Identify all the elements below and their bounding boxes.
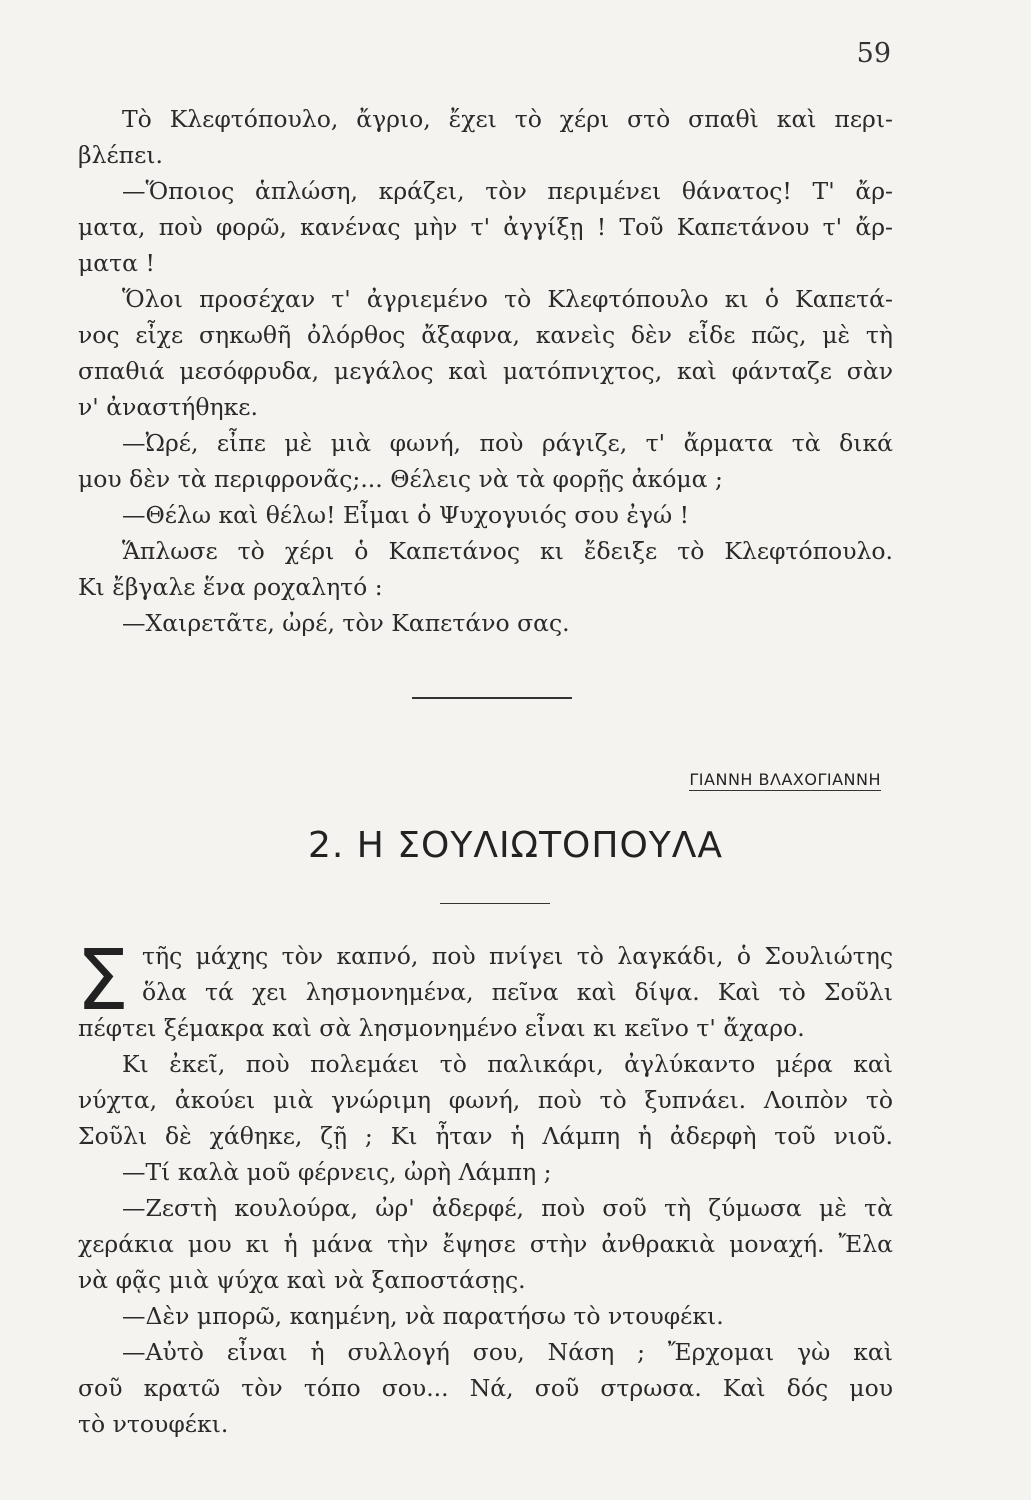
text-line: πέφτει ξέμακρα καὶ σὰ λησμονημένο εἶναι κι κεῖνο τ' ἄχαρο. bbox=[78, 1014, 805, 1042]
text-line: τὸ ντουφέκι. bbox=[78, 1410, 229, 1438]
text-line: Ἅπλωσε τὸ χέρι ὁ Καπετάνος κι ἔδειξε τὸ Κλεφτόπουλο. bbox=[122, 537, 893, 565]
drop-cap: Σ bbox=[76, 931, 130, 1029]
text-line: —Αὐτὸ εἶναι ἡ συλλογή σου, Νάση ; Ἔρχομαι γὼ καὶ bbox=[122, 1338, 893, 1366]
lower-story bbox=[76, 931, 893, 1442]
text-line: βλέπει. bbox=[78, 141, 163, 169]
text-line: ν' ἀναστήθηκε. bbox=[78, 393, 258, 421]
author-name: ΓΙΑΝΝΗ ΒΛΑΧΟΓΙΑΝΝΗ bbox=[689, 770, 881, 789]
text-line: σοῦ κρατῶ τὸν τόπο σου... Νά, σοῦ στρωσα. Καὶ δός μου bbox=[78, 1374, 893, 1402]
text-line: σπαθιά μεσόφρυδα, μεγάλος καὶ ματόπνιχτος, καὶ φάνταζε σὰν bbox=[78, 357, 893, 385]
text-line: Τὸ Κλεφτόπουλο, ἄγριο, ἔχει τὸ χέρι στὸ σπαθὶ καὶ περι- bbox=[122, 105, 893, 133]
page-number: 59 bbox=[856, 38, 891, 69]
text-line: νὰ φᾷς μιὰ ψύχα καὶ νὰ ξαποστάσῃς. bbox=[78, 1266, 526, 1294]
upper-story bbox=[78, 101, 893, 641]
text-line: χεράκια μου κι ἡ μάνα τὴν ἔψησε στὴν ἀνθρακιὰ μοναχή. Ἔλα bbox=[78, 1230, 893, 1258]
text-line: ὅλα τά χει λησμονημένα, πεῖνα καὶ δίψα. Καὶ τὸ Σοῦλι bbox=[142, 978, 893, 1006]
text-line: —Τί καλὰ μοῦ φέρνεις, ὠρὴ Λάμπη ; bbox=[122, 1158, 552, 1186]
text-line: ματα ! bbox=[78, 249, 155, 277]
text-line: νος εἶχε σηκωθῆ ὀλόρθος ἄξαφνα, κανεὶς δὲν εἶδε πῶς, μὲ τὴ bbox=[78, 321, 893, 349]
text-line: —Ὠρέ, εἶπε μὲ μιὰ φωνή, ποὺ ράγιζε, τ' ἄρματα τὰ δικά bbox=[122, 429, 893, 457]
text-line: —Θέλω καὶ θέλω! Εἶμαι ὁ Ψυχογυιός σου ἐγώ ! bbox=[122, 501, 690, 529]
text-line: —Δὲν μπορῶ, καημένη, νὰ παρατήσω τὸ ντουφέκι. bbox=[122, 1302, 724, 1330]
text-line: —Ὅποιος ἁπλώση, κράζει, τὸν περιμένει θάνατος! Τ' ἄρ- bbox=[122, 177, 893, 205]
text-line: μου δὲν τὰ περιφρονᾶς;... Θέλεις νὰ τὰ φορῇς ἀκόμα ; bbox=[78, 465, 723, 493]
text-line: —Ζεστὴ κουλούρα, ὠρ' ἀδερφέ, ποὺ σοῦ τὴ ζύμωσα μὲ τὰ bbox=[122, 1194, 893, 1222]
text-line: Κι ἐκεῖ, ποὺ πολεμάει τὸ παλικάρι, ἀγλύκαντο μέρα καὶ bbox=[122, 1050, 893, 1078]
section-divider bbox=[412, 697, 572, 699]
chapter-title: 2. Η ΣΟΥΛΙΩΤΟΠΟΥΛΑ bbox=[307, 825, 724, 866]
text-line: Ὅλοι προσέχαν τ' ἀγριεμένο τὸ Κλεφτόπουλο κι ὁ Καπετά- bbox=[122, 285, 893, 313]
text-line: —Χαιρετᾶτε, ὠρέ, τὸν Καπετάνο σας. bbox=[122, 609, 570, 637]
text-line: τῆς μάχης τὸν καπνό, ποὺ πνίγει τὸ λαγκάδι, ὁ Σουλιώτης bbox=[142, 942, 893, 970]
text-line: Κι ἔβγαλε ἕνα ροχαλητό : bbox=[78, 573, 383, 601]
title-underline bbox=[440, 903, 550, 904]
text-line: Σοῦλι δὲ χάθηκε, ζῇ ; Κι ἦταν ἡ Λάμπη ἡ ἀδερφὴ τοῦ νιοῦ. bbox=[78, 1122, 893, 1150]
text-line: νύχτα, ἀκούει μιὰ γνώριμη φωνή, ποὺ τὸ ξυπνάει. Λοιπὸν τὸ bbox=[78, 1086, 893, 1114]
text-line: ματα, ποὺ φορῶ, κανένας μὴν τ' ἀγγίξῃ ! Τοῦ Καπετάνου τ' ἄρ- bbox=[78, 213, 893, 241]
